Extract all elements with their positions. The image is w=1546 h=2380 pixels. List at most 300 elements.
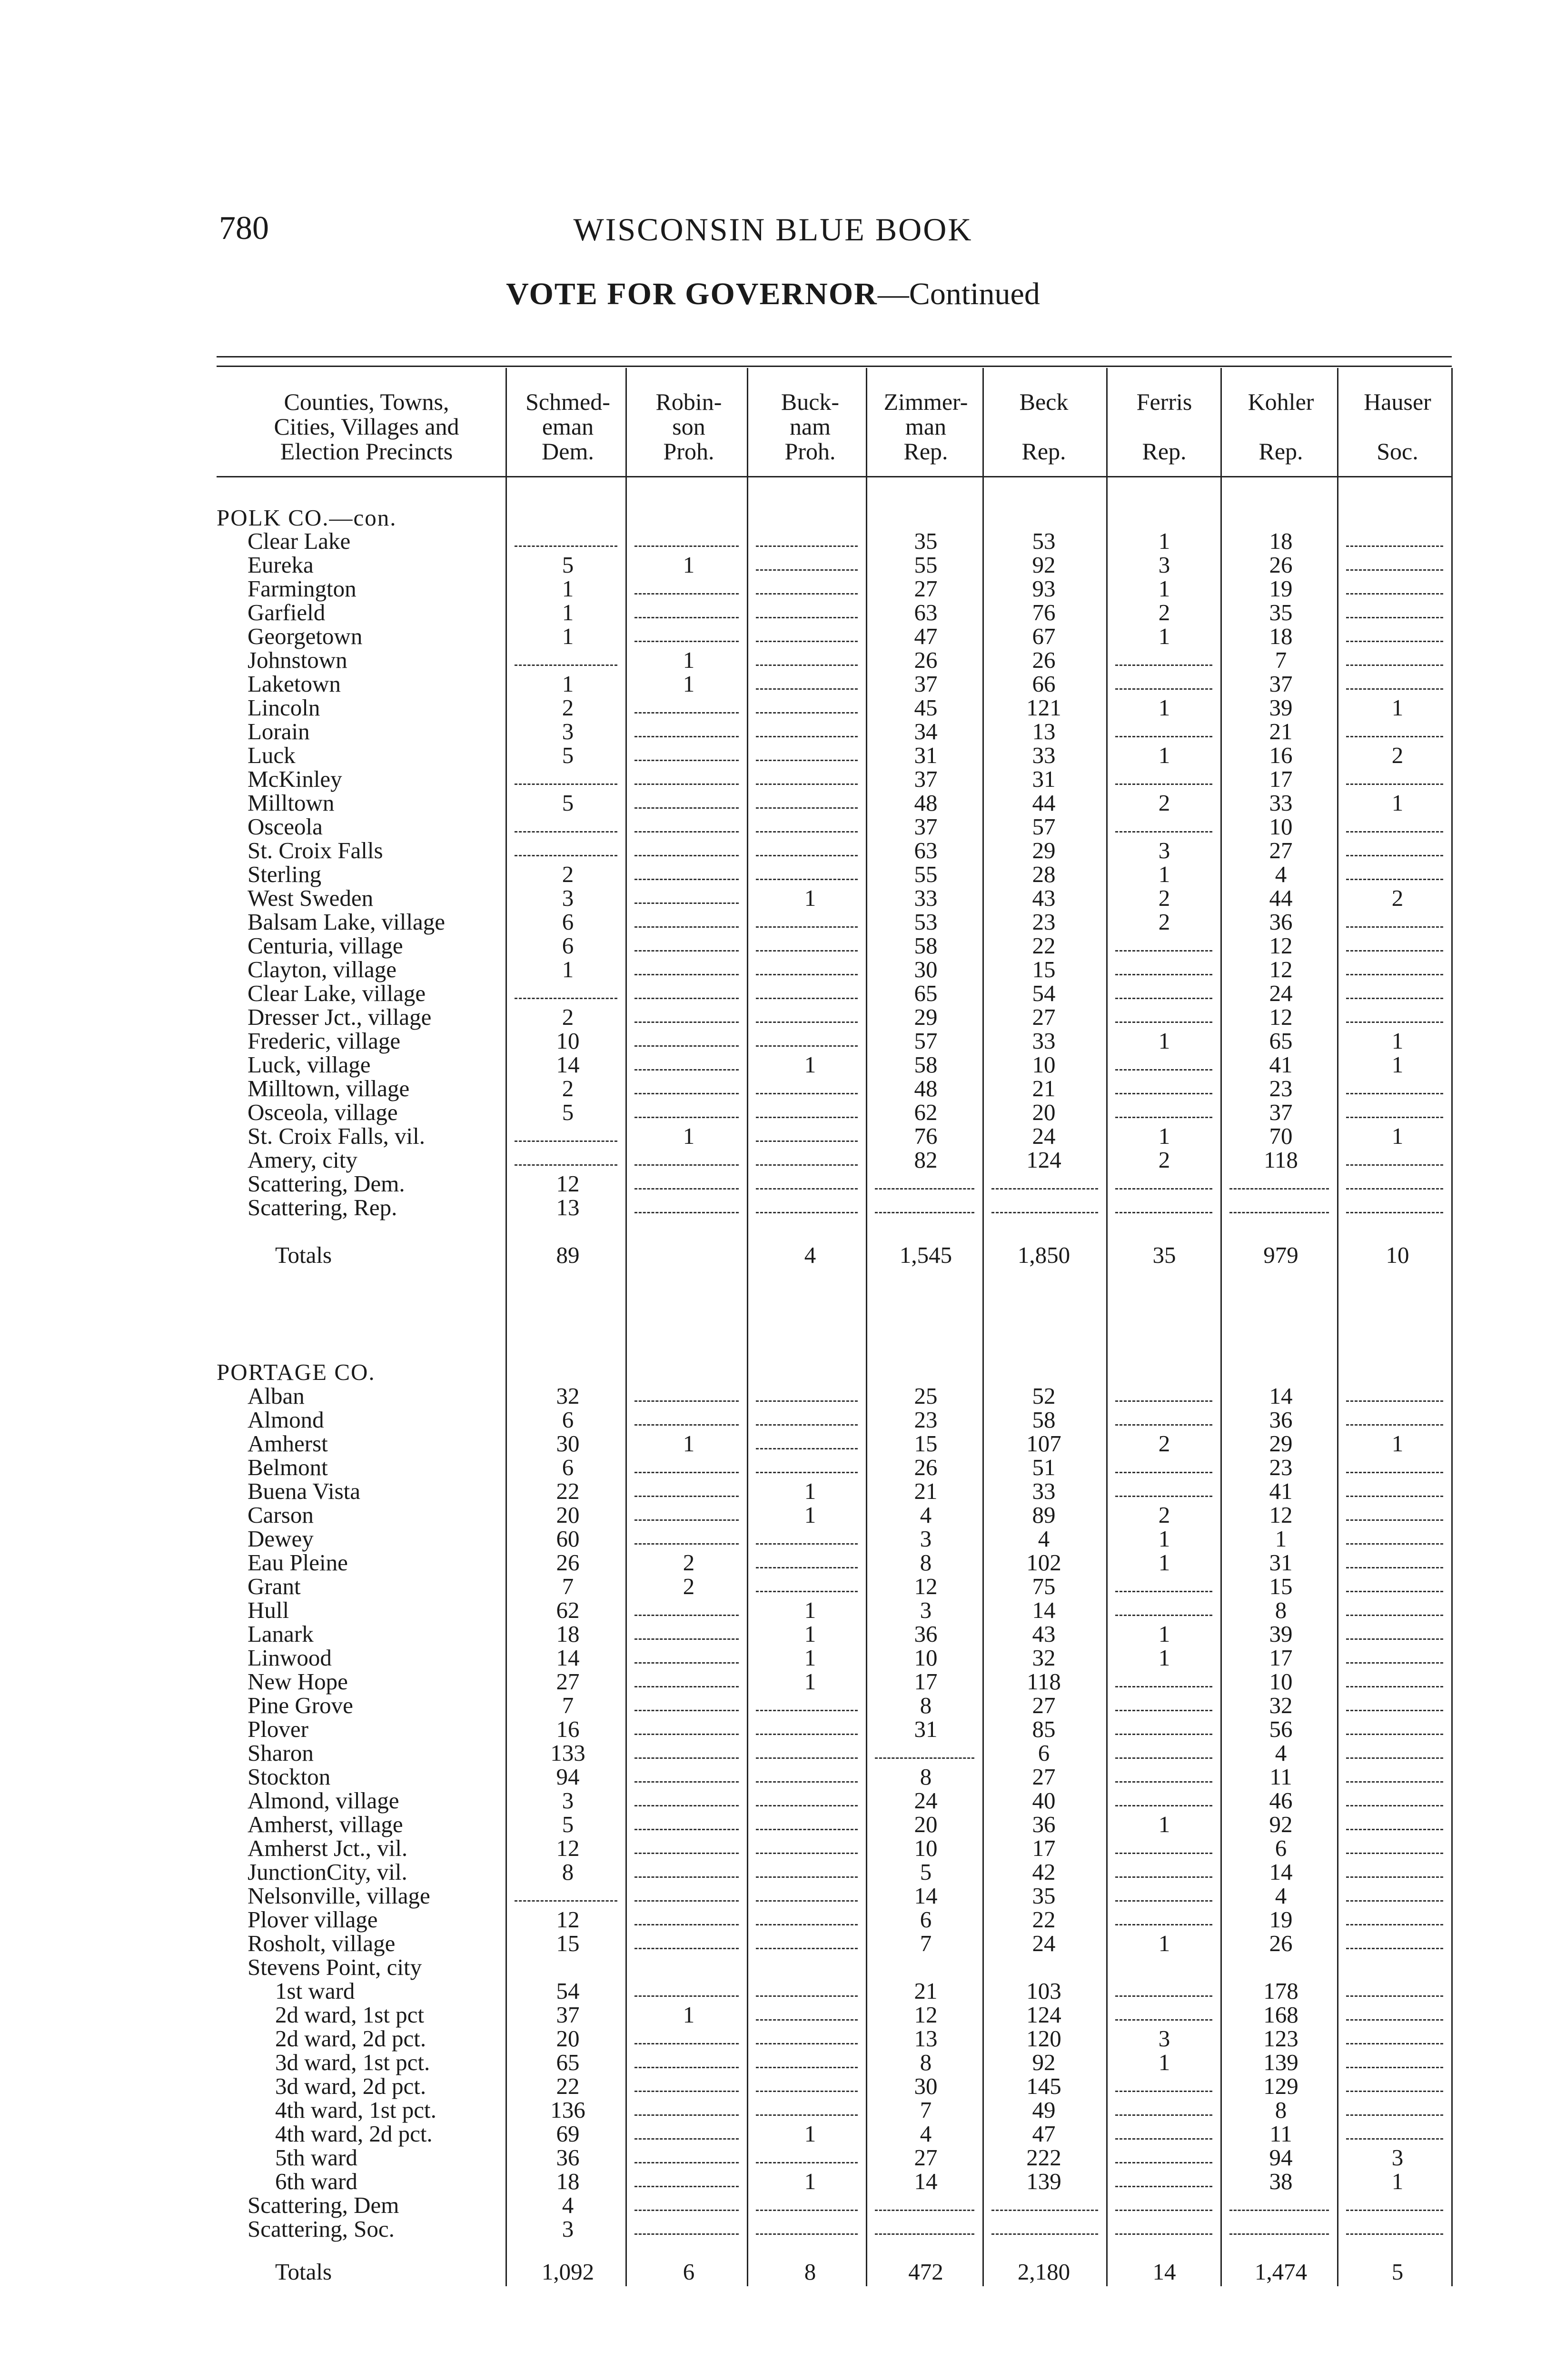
vote-count: 18 (1269, 528, 1293, 554)
empty-cell-leader (756, 1448, 858, 1449)
vote-count: 27 (1269, 837, 1293, 863)
vote-count: 1 (1158, 694, 1170, 721)
precinct-name: Centuria, village (248, 932, 403, 959)
table-row (0, 2170, 1546, 2193)
precinct-name: 1st ward (275, 1978, 355, 2004)
precinct-name: Almond (248, 1407, 324, 1433)
empty-cell-leader (515, 545, 617, 547)
empty-cell-leader (756, 2210, 858, 2211)
vote-count: 24 (914, 1787, 938, 1814)
vote-count: 33 (1269, 790, 1293, 816)
vote-count: 8 (1275, 2097, 1287, 2123)
vote-count: 27 (1032, 1764, 1056, 1790)
empty-cell-leader (1115, 1757, 1212, 1759)
empty-cell-leader (1346, 1188, 1443, 1190)
column-header-line: Rep. (1021, 438, 1066, 465)
table-row (0, 1884, 1546, 1908)
empty-cell-leader (1115, 1212, 1212, 1213)
vote-count: 1 (1391, 694, 1404, 721)
vote-count: 2 (562, 1004, 574, 1030)
table-row (0, 1005, 1546, 1029)
empty-cell-leader (1115, 1900, 1212, 1902)
empty-cell-leader (1115, 1496, 1212, 1497)
empty-cell-leader (1346, 1164, 1443, 1166)
table-row (0, 767, 1546, 791)
table-row (0, 1503, 1546, 1527)
vote-count: 62 (556, 1597, 580, 1623)
table-row (0, 2074, 1546, 2098)
precinct-name: 3d ward, 2d pct. (275, 2073, 426, 2099)
empty-cell-leader (756, 1117, 858, 1118)
empty-cell-leader (1115, 1876, 1212, 1878)
vote-count: 133 (550, 1740, 585, 1766)
vote-count: 129 (1263, 2073, 1298, 2099)
precinct-name: Plover (248, 1716, 308, 1742)
vote-count: 58 (914, 932, 938, 959)
empty-cell-leader (634, 1662, 739, 1664)
empty-cell-leader (1115, 1021, 1212, 1023)
vote-count: 15 (1269, 1573, 1293, 1599)
vote-count: 12 (1269, 1004, 1293, 1030)
empty-cell-leader (1346, 1519, 1443, 1521)
empty-cell-leader (756, 1591, 858, 1592)
column-header-line: Proh. (784, 438, 836, 465)
vote-count: 1 (804, 1621, 816, 1647)
vote-count: 49 (1032, 2097, 1056, 2123)
column-header-line: eman (542, 413, 594, 440)
vote-count: 33 (1032, 742, 1056, 768)
vote-count: 2 (1158, 1147, 1170, 1173)
table-row (0, 744, 1546, 767)
precinct-name: 4th ward, 2d pct. (275, 2121, 433, 2147)
empty-cell-leader (1346, 1400, 1443, 1402)
vote-count: 2 (1391, 742, 1404, 768)
empty-cell-leader (634, 1924, 739, 1925)
table-row (0, 863, 1546, 886)
county-name: PORTAGE CO. (217, 1359, 376, 1385)
vote-count: 30 (556, 1430, 580, 1457)
vote-count: 26 (914, 1454, 938, 1480)
vote-count: 18 (1269, 623, 1293, 649)
table-row (0, 1932, 1546, 1955)
vote-count: 6 (562, 1407, 574, 1433)
table-row (0, 1101, 1546, 1124)
table-row (0, 1836, 1546, 1860)
empty-cell-leader (1346, 1710, 1443, 1711)
vote-count: 2 (1158, 599, 1170, 625)
table-row (0, 1479, 1546, 1503)
empty-cell-leader (1115, 1853, 1212, 1854)
empty-cell-leader (515, 1164, 617, 1166)
empty-cell-leader (991, 2210, 1098, 2211)
column-header-line: Hauser (1364, 388, 1431, 415)
vote-count: 56 (1269, 1716, 1293, 1742)
vote-count: 31 (1032, 766, 1056, 792)
vote-count: 52 (1032, 1383, 1056, 1409)
vote-count: 10 (914, 1835, 938, 1861)
vote-count: 46 (1269, 1787, 1293, 1814)
vote-count: 29 (1269, 1430, 1293, 1457)
vote-count: 10 (556, 1028, 580, 1054)
vote-count: 1 (683, 647, 695, 673)
vote-count: 39 (1269, 1621, 1293, 1647)
empty-cell-leader (756, 2067, 858, 2068)
empty-cell-leader (1346, 2233, 1443, 2235)
empty-cell-leader (1346, 617, 1443, 618)
empty-cell-leader (634, 998, 739, 999)
table-row (0, 839, 1546, 863)
vote-count: 94 (1269, 2144, 1293, 2171)
empty-cell-leader (1346, 783, 1443, 785)
page-number: 780 (219, 210, 269, 247)
vote-count: 25 (914, 1383, 938, 1409)
precinct-name: Luck (248, 742, 296, 768)
vote-count: 1 (804, 2168, 816, 2194)
vote-count: 47 (914, 623, 938, 649)
precinct-name: Eau Pleine (248, 1549, 348, 1576)
table-row (0, 934, 1546, 958)
vote-count: 70 (1269, 1123, 1293, 1149)
table-row (0, 815, 1546, 839)
vote-count: 20 (1032, 1099, 1056, 1125)
table-title-continued: —Continued (877, 277, 1040, 311)
table-row (0, 2098, 1546, 2122)
total-count: 5 (1391, 2259, 1404, 2285)
empty-cell-leader (634, 2233, 739, 2235)
vote-count: 3 (562, 718, 574, 744)
table-row (0, 1029, 1546, 1053)
precinct-name: Sharon (248, 1740, 314, 1766)
vote-count: 5 (562, 790, 574, 816)
vote-count: 124 (1026, 2002, 1061, 2028)
empty-cell-leader (634, 2067, 739, 2068)
precinct-name: Clear Lake, village (248, 980, 426, 1006)
empty-cell-leader (634, 2186, 739, 2187)
vote-count: 30 (914, 956, 938, 982)
vote-count: 118 (1027, 1668, 1061, 1695)
vote-count: 3 (1391, 2144, 1404, 2171)
vote-count: 16 (1269, 742, 1293, 768)
header-line-1: Counties, Towns, (284, 388, 449, 415)
empty-cell-leader (756, 664, 858, 666)
vote-count: 120 (1026, 2025, 1061, 2052)
top-rule-1 (217, 356, 1452, 357)
empty-cell-leader (1115, 1472, 1212, 1473)
table-row (0, 1979, 1546, 2003)
empty-cell-leader (515, 998, 617, 999)
table-row (0, 672, 1546, 696)
precinct-name: Pine Grove (248, 1692, 353, 1718)
table-row (0, 1053, 1546, 1077)
vote-count: 40 (1032, 1787, 1056, 1814)
empty-cell-leader (1346, 2138, 1443, 2140)
empty-cell-leader (1115, 1400, 1212, 1402)
precinct-name: Georgetown (248, 623, 363, 649)
precinct-name: Luck, village (248, 1051, 371, 1078)
empty-cell-leader (756, 545, 858, 547)
precinct-name: Scattering, Dem. (248, 1170, 405, 1197)
vote-count: 53 (1032, 528, 1056, 554)
vote-count: 37 (914, 671, 938, 697)
empty-cell-leader (1115, 950, 1212, 952)
empty-cell-leader (756, 569, 858, 571)
vote-count: 1 (683, 552, 695, 578)
vote-count: 10 (914, 1645, 938, 1671)
empty-cell-leader (756, 1829, 858, 1830)
table-title-main: VOTE FOR GOVERNOR (506, 277, 878, 311)
empty-cell-leader (756, 688, 858, 690)
empty-cell-leader (1346, 545, 1443, 547)
empty-cell-leader (634, 712, 739, 714)
total-count: 6 (683, 2259, 695, 2285)
vote-count: 8 (920, 2049, 932, 2075)
county-name: POLK CO.—con. (217, 505, 397, 531)
empty-cell-leader (756, 1164, 858, 1166)
empty-cell-leader (1346, 641, 1443, 642)
vote-count: 13 (914, 2025, 938, 2052)
total-count: 979 (1263, 1242, 1298, 1268)
empty-cell-leader (634, 831, 739, 833)
table-row (0, 2027, 1546, 2051)
empty-cell-leader (634, 2114, 739, 2116)
table-row (0, 1813, 1546, 1836)
vote-count: 62 (914, 1099, 938, 1125)
precinct-name: Linwood (248, 1645, 332, 1671)
vote-count: 1 (1158, 742, 1170, 768)
empty-cell-leader (756, 760, 858, 761)
vote-count: 1 (562, 623, 574, 649)
empty-cell-leader (1115, 1591, 1212, 1592)
precinct-name: 2d ward, 2d pct. (275, 2025, 426, 2052)
empty-cell-leader (756, 1734, 858, 1735)
vote-count: 139 (1263, 2049, 1298, 2075)
empty-cell-leader (1346, 1924, 1443, 1925)
empty-cell-leader (634, 926, 739, 928)
vote-count: 23 (1269, 1454, 1293, 1480)
vote-count: 36 (914, 1621, 938, 1647)
empty-cell-leader (634, 1805, 739, 1806)
empty-cell-leader (1346, 1829, 1443, 1830)
vote-count: 35 (914, 528, 938, 554)
vote-count: 24 (1032, 1930, 1056, 1956)
vote-count: 7 (562, 1573, 574, 1599)
vote-count: 14 (914, 1883, 938, 1909)
empty-cell-leader (756, 1093, 858, 1094)
vote-count: 63 (914, 599, 938, 625)
vote-count: 168 (1263, 2002, 1298, 2028)
vote-count: 51 (1032, 1454, 1056, 1480)
empty-cell-leader (875, 1188, 974, 1190)
table-row (0, 1622, 1546, 1646)
vote-count: 1 (804, 1668, 816, 1695)
empty-cell-leader (1346, 736, 1443, 737)
vote-count: 23 (1032, 909, 1056, 935)
table-row (0, 1124, 1546, 1148)
empty-cell-leader (634, 1400, 739, 1402)
empty-cell-leader (1346, 1948, 1443, 1949)
vote-count: 1 (1391, 790, 1404, 816)
table-row (0, 1789, 1546, 1813)
column-header (1105, 389, 1224, 464)
vote-count: 37 (914, 813, 938, 840)
vote-count: 1 (562, 599, 574, 625)
empty-cell-leader (1346, 1117, 1443, 1118)
total-count: 472 (908, 2259, 943, 2285)
vote-count: 12 (556, 1170, 580, 1197)
empty-cell-leader (1346, 1615, 1443, 1616)
empty-cell-leader (634, 1900, 739, 1902)
vote-count: 27 (914, 2144, 938, 2171)
table-row (0, 529, 1546, 553)
empty-cell-leader (1115, 688, 1212, 690)
empty-cell-leader (1229, 1212, 1329, 1213)
empty-cell-leader (756, 1543, 858, 1545)
empty-cell-leader (756, 617, 858, 618)
empty-cell-leader (1346, 879, 1443, 880)
vote-count: 89 (1032, 1502, 1056, 1528)
empty-cell-leader (1346, 664, 1443, 666)
vote-count: 54 (556, 1978, 580, 2004)
vote-count: 67 (1032, 623, 1056, 649)
vote-count: 22 (556, 1478, 580, 1504)
vote-count: 17 (1269, 766, 1293, 792)
vote-count: 1 (683, 1430, 695, 1457)
vote-count: 92 (1032, 552, 1056, 578)
empty-cell-leader (515, 1900, 617, 1902)
empty-cell-leader (1346, 1876, 1443, 1878)
vote-count: 76 (914, 1123, 938, 1149)
vote-count: 29 (1032, 837, 1056, 863)
empty-cell-leader (756, 2162, 858, 2163)
column-header-line: Dem. (542, 438, 594, 465)
vote-count: 4 (920, 1502, 932, 1528)
empty-cell-leader (1115, 1686, 1212, 1687)
vote-count: 18 (556, 1621, 580, 1647)
empty-cell-leader (634, 1021, 739, 1023)
empty-cell-leader (515, 855, 617, 856)
table-row (0, 1717, 1546, 1741)
vote-count: 3 (1158, 837, 1170, 863)
vote-count: 1 (1158, 1930, 1170, 1956)
column-header-line: son (672, 413, 705, 440)
empty-cell-leader (634, 1615, 739, 1616)
precinct-name: Lorain (248, 718, 310, 744)
total-count: 4 (804, 1242, 816, 1268)
empty-cell-leader (756, 1424, 858, 1426)
empty-cell-leader (756, 950, 858, 952)
precinct-name: 2d ward, 1st pct (275, 2002, 424, 2028)
vote-count: 14 (1269, 1859, 1293, 1885)
vote-count: 15 (914, 1430, 938, 1457)
vote-count: 27 (1032, 1692, 1056, 1718)
empty-cell-leader (1346, 2019, 1443, 2021)
vote-count: 14 (1269, 1383, 1293, 1409)
empty-cell-leader (1346, 569, 1443, 571)
column-header-line (1338, 414, 1457, 439)
empty-cell-leader (756, 2019, 858, 2021)
empty-cell-leader (1115, 1734, 1212, 1735)
vote-count: 1 (1275, 1526, 1287, 1552)
table-row (0, 1765, 1546, 1789)
empty-cell-leader (1346, 1900, 1443, 1902)
empty-cell-leader (1346, 1472, 1443, 1473)
empty-cell-leader (1115, 1805, 1212, 1806)
totals-label: Totals (275, 2259, 332, 2285)
precinct-name: Clayton, village (248, 956, 396, 982)
table-row (0, 1408, 1546, 1432)
vote-count: 2 (562, 1075, 574, 1101)
precinct-name: Scattering, Dem (248, 2192, 399, 2218)
county-heading (0, 1360, 1546, 1384)
vote-count: 1 (804, 1051, 816, 1078)
totals-label: Totals (275, 1242, 332, 1268)
precinct-name: Dewey (248, 1526, 314, 1552)
empty-cell-leader (634, 2138, 739, 2140)
empty-cell-leader (634, 736, 739, 737)
empty-cell-leader (756, 1021, 858, 1023)
empty-cell-leader (1115, 2091, 1212, 2092)
empty-cell-leader (1115, 1615, 1212, 1616)
empty-cell-leader (991, 1188, 1098, 1190)
vote-count: 4 (1275, 861, 1287, 887)
precinct-name: Milltown, village (248, 1075, 410, 1101)
column-header-line: man (905, 413, 947, 440)
vote-count: 1 (1158, 861, 1170, 887)
table-row (0, 625, 1546, 648)
vote-count: 123 (1263, 2025, 1298, 2052)
empty-cell-leader (1229, 2210, 1329, 2211)
vote-count: 124 (1026, 1147, 1061, 1173)
precinct-name: New Hope (248, 1668, 348, 1695)
empty-cell-leader (1346, 1093, 1443, 1094)
vote-count: 43 (1032, 1621, 1056, 1647)
vote-count: 103 (1026, 1978, 1061, 2004)
empty-cell-leader (1346, 1543, 1443, 1545)
precinct-name: Amery, city (248, 1147, 357, 1173)
vote-count: 44 (1269, 885, 1293, 911)
vote-count: 107 (1026, 1430, 1061, 1457)
table-row (0, 577, 1546, 601)
vote-count: 4 (1275, 1883, 1287, 1909)
empty-cell-leader (875, 2210, 974, 2211)
empty-cell-leader (1346, 855, 1443, 856)
header-precincts (228, 389, 505, 464)
precinct-name: St. Croix Falls (248, 837, 383, 863)
vote-count: 3 (1158, 2025, 1170, 2052)
vote-count: 55 (914, 552, 938, 578)
empty-cell-leader (756, 2114, 858, 2116)
vote-count: 33 (914, 885, 938, 911)
precinct-name: Lanark (248, 1621, 314, 1647)
vote-count: 28 (1032, 861, 1056, 887)
precinct-name: Scattering, Rep. (248, 1194, 397, 1220)
vote-count: 82 (914, 1147, 938, 1173)
empty-cell-leader (515, 1140, 617, 1142)
empty-cell-leader (1115, 2114, 1212, 2116)
vote-count: 54 (1032, 980, 1056, 1006)
empty-cell-leader (634, 760, 739, 761)
vote-count: 3 (562, 885, 574, 911)
empty-cell-leader (1115, 1188, 1212, 1190)
vote-count: 65 (914, 980, 938, 1006)
vote-count: 47 (1032, 2121, 1056, 2147)
empty-cell-leader (756, 2233, 858, 2235)
empty-cell-leader (756, 1212, 858, 1213)
vote-count: 1 (804, 1645, 816, 1671)
vote-count: 92 (1269, 1811, 1293, 1837)
table-row (0, 1456, 1546, 1479)
precinct-name: 6th ward (275, 2168, 357, 2194)
